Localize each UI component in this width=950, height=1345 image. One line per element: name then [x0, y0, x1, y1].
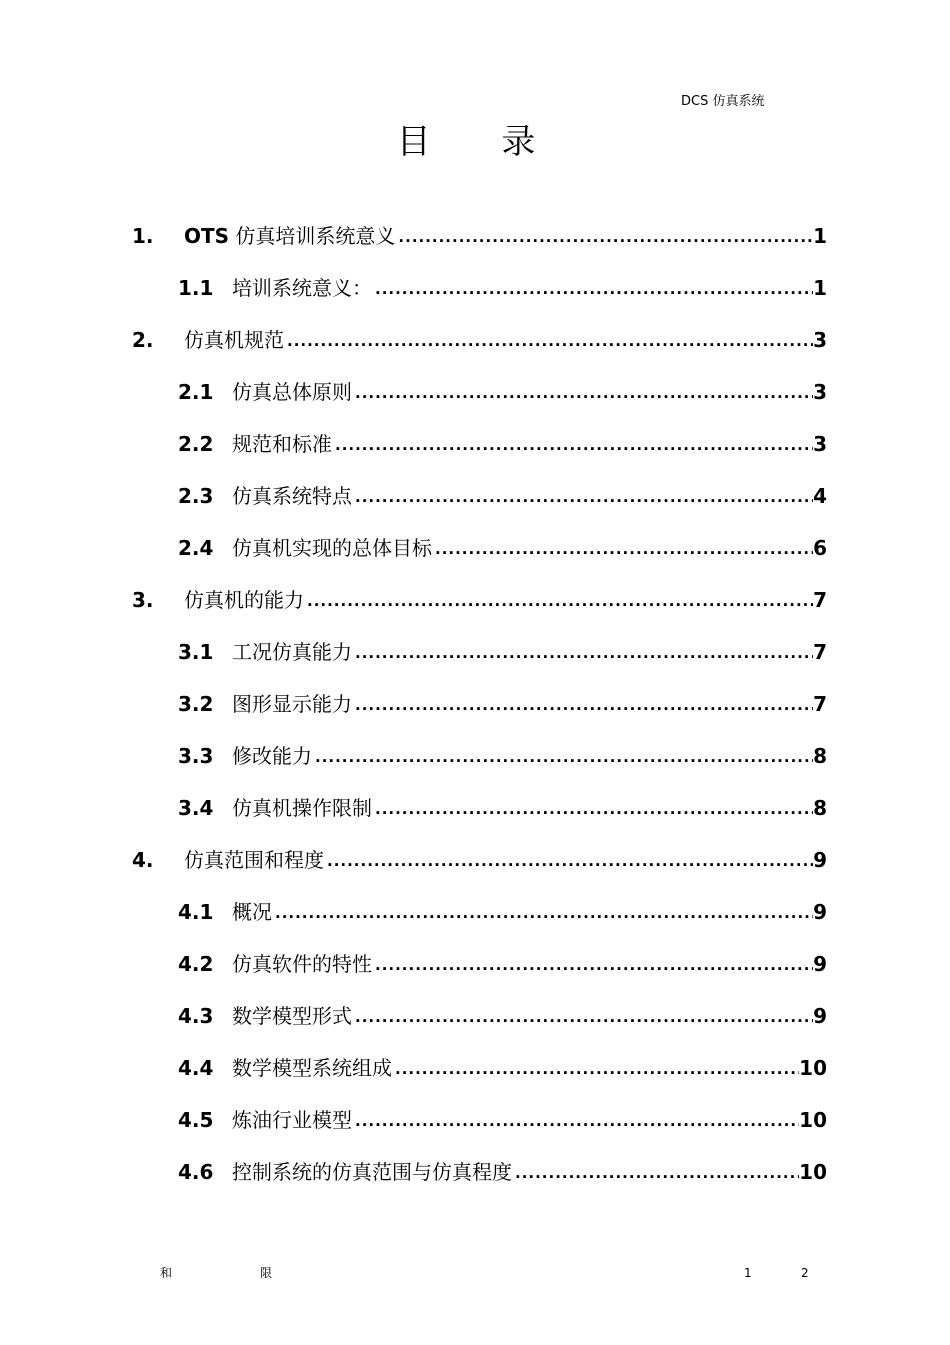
- toc-entry-number: 3.3: [178, 744, 214, 768]
- toc-entry[interactable]: [178, 738, 827, 768]
- toc-entry[interactable]: [132, 582, 827, 612]
- toc-entry-number: 4.5: [178, 1108, 214, 1132]
- toc-entry-title: [232, 952, 372, 976]
- toc-entry-page: 8: [813, 744, 827, 768]
- toc-entry-title-text: 仿真机实现的总体目标: [232, 536, 432, 560]
- toc-entry-title: [232, 432, 332, 456]
- toc-entry[interactable]: [178, 478, 827, 508]
- footer-text-right-2: 2: [801, 1266, 809, 1280]
- toc-entry-page: 7: [813, 588, 827, 612]
- toc-entry-title-text: 炼油行业模型: [232, 1108, 352, 1132]
- toc-entry-page: 9: [813, 1004, 827, 1028]
- toc-entry-title: [184, 588, 304, 612]
- toc-entry-title: [232, 744, 312, 768]
- toc-entry-title-text: 规范和标准: [232, 432, 332, 456]
- toc-entry-title: [184, 328, 284, 352]
- toc-entry-title-text: 数学模型形式: [232, 1004, 352, 1028]
- toc-entry[interactable]: [178, 426, 827, 456]
- toc-entry-number: 4.1: [178, 900, 214, 924]
- toc-entry-title: [232, 380, 352, 404]
- toc-entry-title-text: 仿真机操作限制: [232, 796, 372, 820]
- toc-entry-page: 3: [813, 328, 827, 352]
- toc-dot-leader: [372, 280, 813, 298]
- toc-entry-number: 4.2: [178, 952, 214, 976]
- toc-entry-number: 2.4: [178, 536, 214, 560]
- toc-entry[interactable]: [178, 998, 827, 1028]
- toc-entry-title: [232, 536, 432, 560]
- toc-entry-title: [232, 900, 272, 924]
- toc-entry[interactable]: [178, 946, 827, 976]
- toc-entry-page: 10: [799, 1160, 827, 1184]
- toc-entry-number: 1.1: [178, 276, 214, 300]
- toc-entry[interactable]: [178, 1102, 827, 1132]
- toc-entry-title: [232, 1108, 352, 1132]
- toc-entry[interactable]: [178, 790, 827, 820]
- footer-text-right-1: 1: [744, 1266, 752, 1280]
- toc-entry-page: 6: [813, 536, 827, 560]
- toc-entry-number: 2.1: [178, 380, 214, 404]
- toc-entry-title-text: 仿真系统特点: [232, 484, 352, 508]
- toc-entry-title: [232, 796, 372, 820]
- toc-entry-page: 3: [813, 380, 827, 404]
- toc-entry-title-prefix: OTS: [184, 224, 230, 248]
- toc-dot-leader: [512, 1164, 799, 1182]
- toc-entry-title-text: 培训系统意义：: [232, 276, 372, 300]
- toc-entry-page: 4: [813, 484, 827, 508]
- toc-entry-page: 10: [799, 1108, 827, 1132]
- toc-entry-page: 10: [799, 1056, 827, 1080]
- toc-dot-leader: [352, 1008, 813, 1026]
- page-title: 目 录: [396, 122, 566, 162]
- toc-entry[interactable]: [178, 270, 827, 300]
- toc-entry-title: [232, 484, 352, 508]
- toc-entry[interactable]: [132, 218, 827, 248]
- toc-dot-leader: [432, 540, 813, 558]
- toc-entry-page: 9: [813, 900, 827, 924]
- toc-entry-number: 3.1: [178, 640, 214, 664]
- toc-entry[interactable]: [178, 1050, 827, 1080]
- toc-dot-leader: [352, 1112, 799, 1130]
- toc-entry-number: 4.6: [178, 1160, 214, 1184]
- toc-entry-title-text: 数学模型系统组成: [232, 1056, 392, 1080]
- footer-text-left-2: 限: [260, 1266, 273, 1280]
- toc-dot-leader: [372, 800, 813, 818]
- toc-entry-title: [232, 640, 352, 664]
- toc-entry-title-text: 修改能力: [232, 744, 312, 768]
- toc-entry-title: [184, 224, 395, 248]
- toc-dot-leader: [272, 904, 813, 922]
- toc-dot-leader: [352, 488, 813, 506]
- toc-entry-page: 8: [813, 796, 827, 820]
- toc-dot-leader: [304, 592, 813, 610]
- toc-entry-title-text: 控制系统的仿真范围与仿真程度: [232, 1160, 512, 1184]
- toc-entry[interactable]: [132, 322, 827, 352]
- toc-dot-leader: [332, 436, 813, 454]
- toc-entry-title-text: 概况: [232, 900, 272, 924]
- toc-entry-title-text: 图形显示能力: [232, 692, 352, 716]
- toc-entry-title-text: 仿真培训系统意义: [235, 224, 396, 248]
- toc-dot-leader: [352, 644, 813, 662]
- toc-entry-page: 3: [813, 432, 827, 456]
- toc-entry-page: 9: [813, 952, 827, 976]
- toc-entry[interactable]: [178, 686, 827, 716]
- toc-entry-number: 4.: [132, 848, 154, 872]
- toc-entry[interactable]: [178, 374, 827, 404]
- header-note: DCS 仿真系统: [681, 94, 765, 109]
- toc-entry-number: 3.: [132, 588, 154, 612]
- toc-entry-number: 2.: [132, 328, 154, 352]
- toc-entry-number: 1.: [132, 224, 154, 248]
- toc-entry-title: [232, 276, 372, 300]
- toc-entry-title-text: 仿真范围和程度: [184, 848, 324, 872]
- toc-entry-number: 3.2: [178, 692, 214, 716]
- toc-dot-leader: [324, 852, 813, 870]
- toc-entry-page: 7: [813, 692, 827, 716]
- toc-entry-title-text: 仿真总体原则: [232, 380, 352, 404]
- toc-entry-title: [232, 1056, 392, 1080]
- toc-entry-page: 7: [813, 640, 827, 664]
- toc-entry-title: [184, 848, 324, 872]
- toc-dot-leader: [372, 956, 813, 974]
- toc-entry-number: 2.3: [178, 484, 214, 508]
- toc-entry-title: [232, 1160, 512, 1184]
- toc-entry-number: 4.3: [178, 1004, 214, 1028]
- toc-entry-page: 1: [813, 224, 827, 248]
- footer-text-left-1: 和: [160, 1266, 173, 1280]
- toc-entry-number: 4.4: [178, 1056, 214, 1080]
- toc-entry-number: 3.4: [178, 796, 214, 820]
- toc-entry-title-text: 工况仿真能力: [232, 640, 352, 664]
- toc-entry-title: [232, 1004, 352, 1028]
- toc-entry-title-text: 仿真软件的特性: [232, 952, 372, 976]
- toc-dot-leader: [312, 748, 813, 766]
- toc-entry-title-text: 仿真机的能力: [184, 588, 304, 612]
- toc-entry[interactable]: [132, 842, 827, 872]
- toc-dot-leader: [284, 332, 813, 350]
- toc-entry-page: 1: [813, 276, 827, 300]
- toc-dot-leader: [352, 696, 813, 714]
- toc-entry-title: [232, 692, 352, 716]
- toc-entry-number: 2.2: [178, 432, 214, 456]
- toc-dot-leader: [352, 384, 813, 402]
- toc-entry[interactable]: [178, 1154, 827, 1184]
- toc-entry[interactable]: [178, 894, 827, 924]
- toc-entry[interactable]: [178, 530, 827, 560]
- toc-entry-title-text: 仿真机规范: [184, 328, 284, 352]
- toc-entry-page: 9: [813, 848, 827, 872]
- toc-dot-leader: [392, 1060, 799, 1078]
- toc-entry[interactable]: [178, 634, 827, 664]
- toc-dot-leader: [395, 228, 813, 246]
